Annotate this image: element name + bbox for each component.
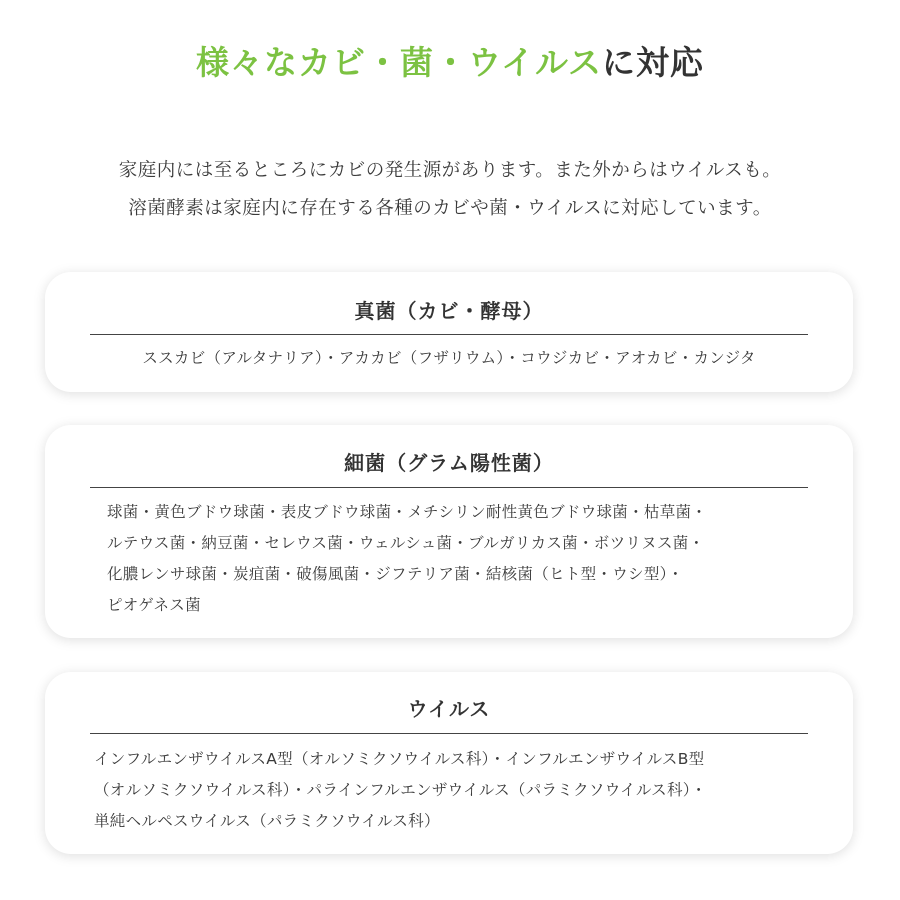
card-divider xyxy=(90,334,808,335)
intro-line: 家庭内には至るところにカビの発生源があります。また外からはウイルスも。 xyxy=(118,160,782,181)
page-title-rest: に対応 xyxy=(602,43,705,82)
intro-text xyxy=(0,152,900,228)
card-body-line: 化膿レンサ球菌・炭疽菌・破傷風菌・ジフテリア菌・結核菌（ヒト型・ウシ型）・ xyxy=(107,565,684,583)
intro-line: 溶菌酵素は家庭内に存在する各種のカビや菌・ウイルスに対応しています。 xyxy=(128,198,772,219)
card-body-line: ルテウス菌・納豆菌・セレウス菌・ウェルシュ菌・ブルガリカス菌・ボツリヌス菌・ xyxy=(107,534,705,552)
virus-card xyxy=(45,672,853,854)
card-body-line: ピオゲネス菌 xyxy=(107,596,201,614)
card-divider xyxy=(90,487,808,488)
virus-card-body xyxy=(94,744,707,837)
fungi-card-title: 真菌（カビ・酵母） xyxy=(354,299,544,323)
card-body-line: （オルソミクソウイルス科）・パラインフルエンザウイルス（パラミクソウイルス科）・ xyxy=(94,781,707,799)
bacteria-card-title: 細菌（グラム陽性菌） xyxy=(344,451,554,475)
fungi-card-body xyxy=(45,345,853,371)
card-divider xyxy=(90,733,808,734)
card-body-line: ススカビ（アルタナリア）・アカカビ（フザリウム）・コウジカビ・アオカビ・カンジタ xyxy=(142,349,756,367)
fungi-card xyxy=(45,272,853,392)
page-title-accent: 様々なカビ・菌・ウイルス xyxy=(195,43,603,82)
card-body-line: 単純ヘルペスウイルス（パラミクソウイルス科） xyxy=(94,812,440,830)
card-body-line: 球菌・黄色ブドウ球菌・表皮ブドウ球菌・メチシリン耐性黄色ブドウ球菌・枯草菌・ xyxy=(107,503,708,521)
page-title xyxy=(0,38,900,88)
bacteria-card-body xyxy=(107,497,707,621)
card-body-line: インフルエンザウイルスA型（オルソミクソウイルス科）・インフルエンザウイルスB型 xyxy=(94,750,705,768)
virus-card-title: ウイルス xyxy=(407,697,491,721)
bacteria-card xyxy=(45,425,853,638)
